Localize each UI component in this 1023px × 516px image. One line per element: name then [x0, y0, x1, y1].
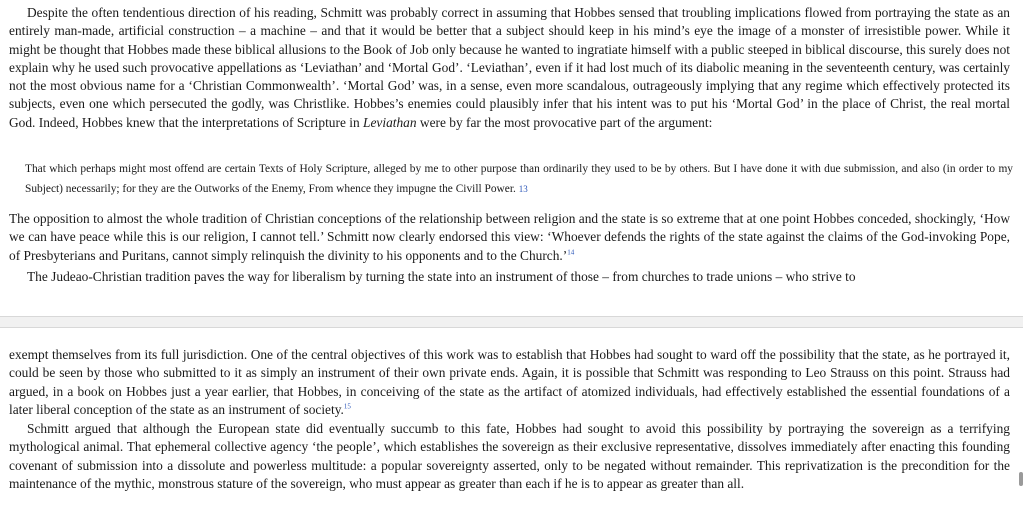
quote-text: That which perhaps might most offend are certain Texts of Holy Scripture, alleged by me to other purpose than ordinarily they used to be by others. But I have done it with due submission, and also (in order to my Subject) necessarily; for they are the Outworks of the Enemy, From whence they impugne the Civill Power. — [25, 163, 1013, 195]
paragraph-exempt — [9, 346, 1010, 419]
paragraph-judeo-christian — [9, 268, 1010, 286]
paragraph-schmitt-hobbes — [9, 4, 1010, 132]
book-title-leviathan: Leviathan — [363, 114, 417, 130]
paragraph-text: exempt themselves from its full jurisdiction. One of the central objectives of this work was to establish that Hobbes had sought to ward off the possibility that the state, as he portrayed it, could be seen by those who submitted to it as simply an instrument of their own private ends. Again, it is possible that Schmitt was responding to Leo Strauss on this point. Strauss had argued, in a book on Hobbes just a year earlier, that Hobbes, in conceiving of the state as the artifact of atomized individuals, had effectively established the essential foundations of a later liberal conception of the state as an instrument of society. — [9, 347, 1010, 417]
paragraph-text: The opposition to almost the whole tradition of Christian conceptions of the relationship between religion and the state is so extreme that at one point Hobbes conceded, shockingly, ‘How we can have peace while this is our religion, I cannot tell.’ Schmitt now clearly endorsed this view: ‘Whoever defends the rights of the state against the claims of the God-invoking Pope, of Presbyterians and Puritans, cannot simply relinquish the divinity to his opponents and to the Church.’ — [9, 211, 1010, 263]
paragraph-opposition — [9, 210, 1010, 265]
block-quote — [25, 159, 1013, 199]
page-bottom — [0, 328, 1023, 516]
footnote-marker-14[interactable]: 14 — [567, 248, 575, 257]
paragraph-text: The Judeao-Christian tradition paves the way for liberalism by turning the state into an instrument of those – from churches to trade unions – who strive to — [27, 269, 856, 284]
paragraph-text: Despite the often tendentious direction of his reading, Schmitt was probably correct in assuming that Hobbes sensed that troubling implications flowed from portraying the state as an entirely man-made, artificial construction – a machine – and that it would be better that a subject should keep in his mind’s eye the image of a monster of irresistible power. While it might be thought that Hobbes made these biblical allusions to the Book of Job only because he wanted to ingratiate himself with a public steeped in biblical discourse, this surely does not explain why he used such provocative appellations as ‘Leviathan’ and ‘Mortal God’. ‘Leviathan’, even if it had lost much of its diabolic meaning in the seventeenth century, was certainly not the most obvious name for a ‘Christian Commonwealth’. ‘Mortal God’ was, in a sense, even more scandalous, outrageously implying that any regime which effectively protected its subjects, even one which persecuted the godly, was Christlike. Hobbes’s enemies could plausibly infer that his intent was to put his ‘Mortal God’ in the place of Christ, the real mortal God. Indeed, Hobbes knew that the interpretations of Scripture in — [9, 5, 1010, 130]
footnote-marker-13[interactable]: 13 — [518, 184, 528, 194]
paragraph-schmitt-argued — [9, 420, 1010, 493]
paragraph-text-end: were by far the most provocative part of the argument: — [416, 114, 713, 130]
footnote-marker-15[interactable]: 15 — [343, 402, 351, 411]
scrollbar-thumb[interactable] — [1019, 472, 1023, 486]
paragraph-text: Schmitt argued that although the European state did eventually succumb to this fate, Hobbes had sought to avoid this possibility by portraying the sovereign as a terrifying mythological animal. That ephemeral collective agency ‘the people’, which establishes the sovereign as their exclusive representative, dissolves immediately after enacting this founding covenant of submission into a dissolute and powerless multitude: a popular sovereignty asserted, only to be negated without remainder. This reprivatization is the precondition for the maintenance of the mythic, monstrous stature of the sovereign, who must appear as greater than each if he is to appear as greater than all. — [9, 421, 1010, 491]
page-break — [0, 316, 1023, 328]
